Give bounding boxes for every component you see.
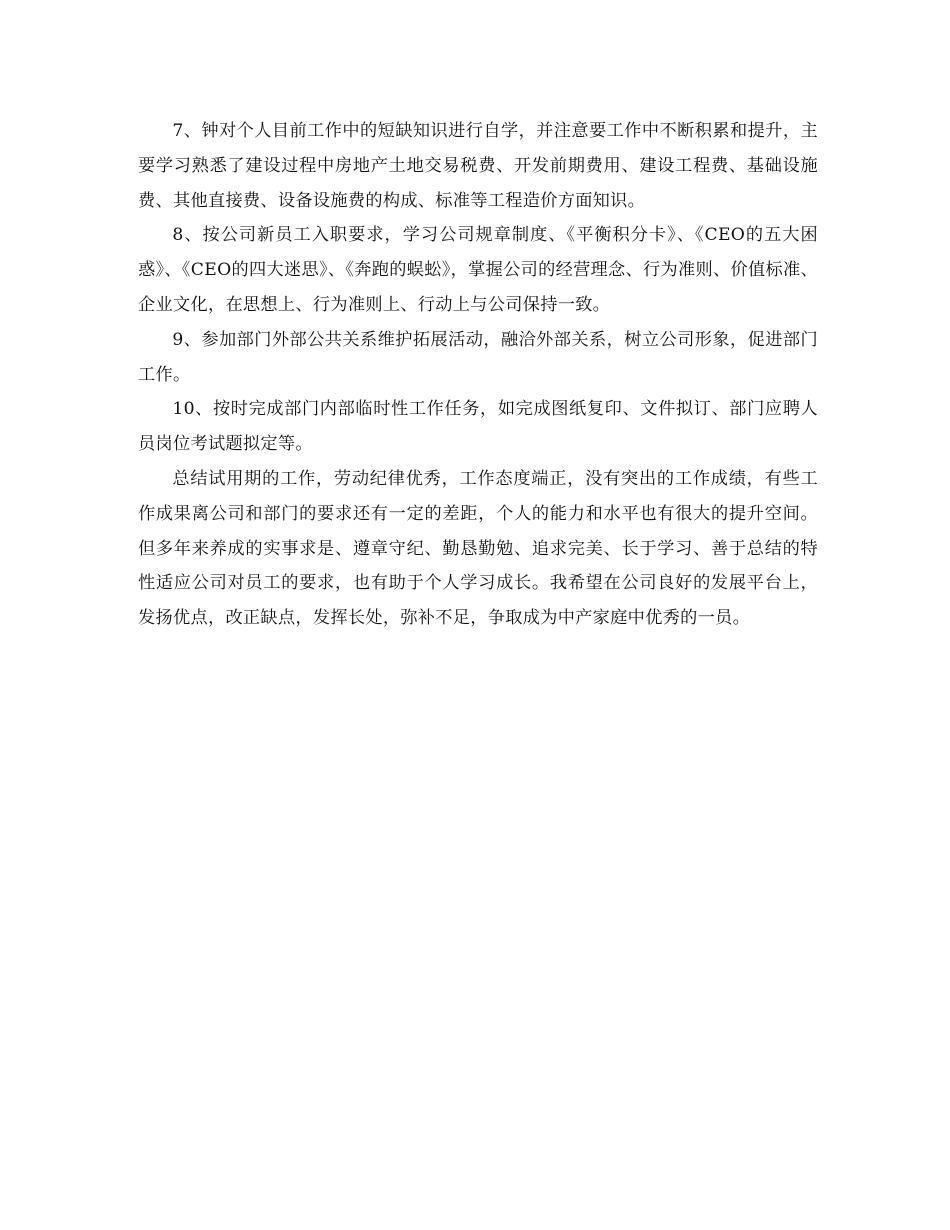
paragraph-item-8: 8、按公司新员工入职要求，学习公司规章制度、《平衡积分卡》、《CEO的五大困惑》、《CEO的四大迷思》、《奔跑的蜈蚣》，掌握公司的经营理念、行为准则、价值标准、企业文化，在思想上、行为准则上、行动上与公司保持一致。 — [138, 225, 818, 315]
paragraph-item-10: 10、按时完成部门内部临时性工作任务，如完成图纸复印、文件拟订、部门应聘人员岗位考试题拟定等。 — [138, 399, 818, 455]
document-body — [138, 114, 818, 636]
paragraph-summary: 总结试用期的工作，劳动纪律优秀，工作态度端正，没有突出的工作成绩，有些工作成果离公司和部门的要求还有一定的差距，个人的能力和水平也有很大的提升空间。但多年来养成的实事求是、遵章守纪、勤恳勤勉、追求完美、长于学习、善于总结的特性适应公司对员工的要求，也有助于个人学习成长。我希望在公司良好的发展平台上，发扬优点，改正缺点，发挥长处，弥补不足，争取成为中产家庭中优秀的一员。 — [138, 468, 818, 629]
paragraph-item-9: 9、参加部门外部公共关系维护拓展活动，融洽外部关系，树立公司形象，促进部门工作。 — [138, 329, 818, 385]
paragraph-item-7: 7、钟对个人目前工作中的短缺知识进行自学，并注意要工作中不断积累和提升，主要学习熟悉了建设过程中房地产土地交易税费、开发前期费用、建设工程费、基础设施费、其他直接费、设备设施费的构成、标准等工程造价方面知识。 — [138, 121, 818, 211]
